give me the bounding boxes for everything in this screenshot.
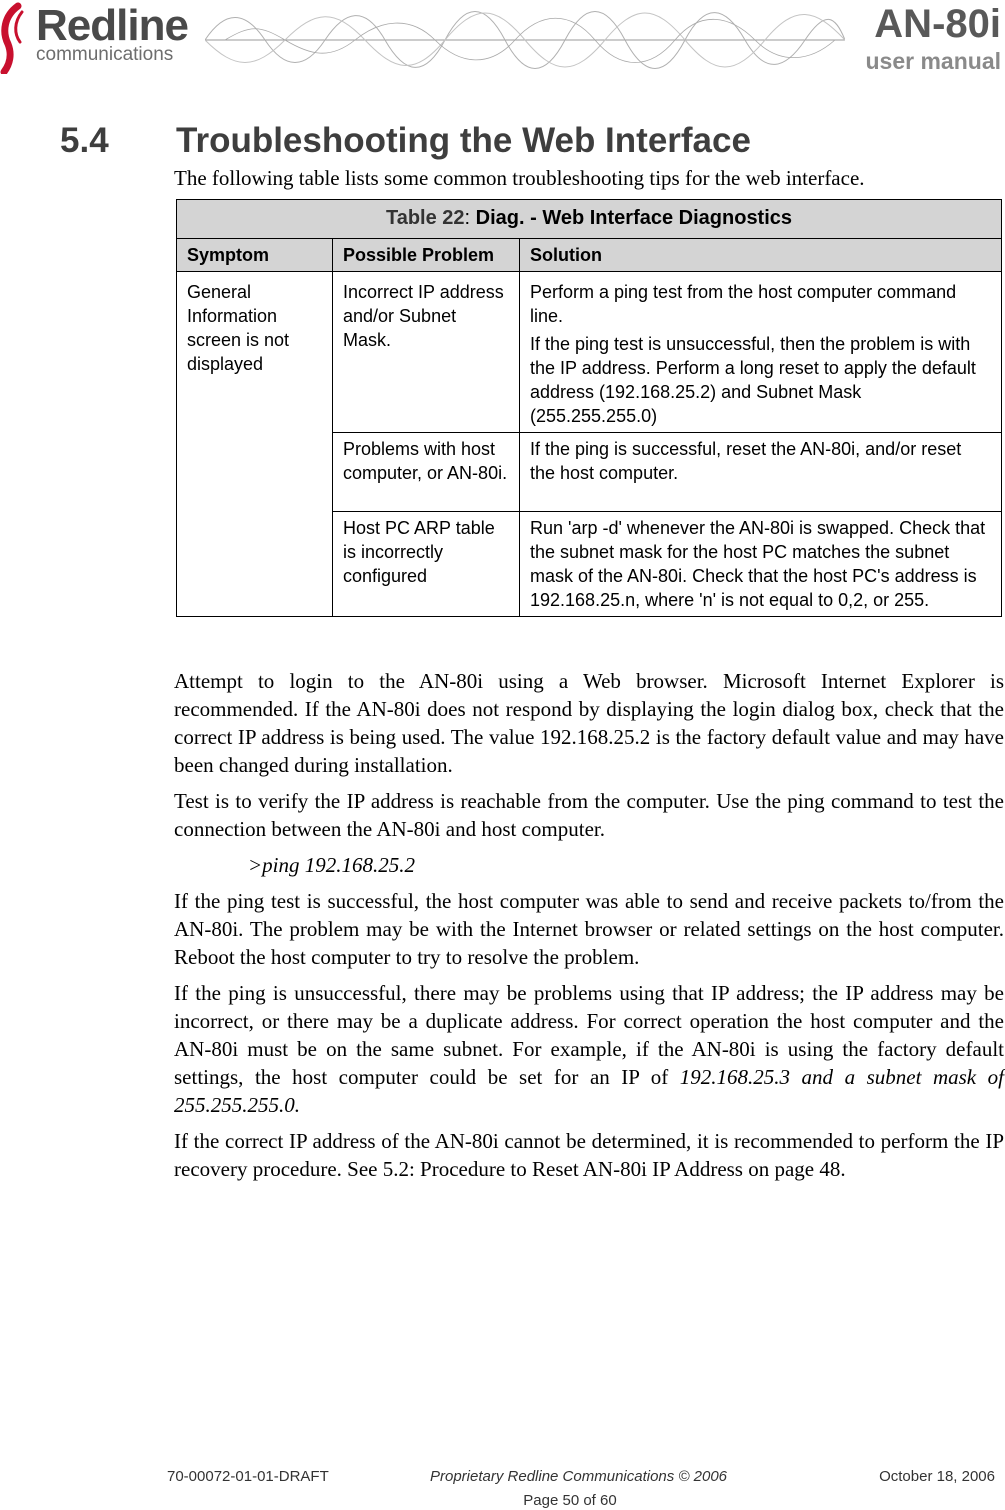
table-caption-title: Diag. - Web Interface Diagnostics [475,207,793,229]
problem-cell: Problems with host computer, or AN-80i. [333,433,520,512]
diagnostics-table [176,199,1002,617]
solution-text: Run 'arp -d' whenever the AN-80i is swapped. Check that the subnet mask for the host PC matches the subnet mask of the AN-80i. Check that the host PC's address is 192.168.25.n, where 'n' is not equal to 0,2, or 255. [530,518,986,610]
redline-logo-icon [0,2,34,74]
section-number: 5.4 [60,121,109,160]
table-caption-label: Table 22 [385,207,465,229]
paragraph: Attempt to login to the AN-80i using a Web browser. Microsoft Internet Explorer is recommended. If the AN-80i does not respond by displaying the login dialog box, check that the correct IP address is being used. The value 192.168.25.2 is the factory default value and may have been changed during installation. [174,669,1004,777]
column-header-symptom: Symptom [177,239,333,272]
problem-cell: Incorrect IP address and/or Subnet Mask. [333,272,520,433]
solution-text: If the ping is successful, reset the AN-80i, and/or reset the host computer. [530,439,962,483]
footer-proprietary: Proprietary Redline Communications © 2006 [430,1468,728,1485]
paragraph [174,979,1004,1119]
product-name: AN-80i [874,2,1001,46]
brand-subtitle: communications [36,44,174,65]
table-caption [177,200,1002,239]
column-header-problem: Possible Problem [333,239,520,272]
footer-doc-id: 70-00072-01-01-DRAFT [167,1468,329,1485]
solution-cell [520,512,1002,617]
paragraph-italic-text: 192.168.25.3 and a subnet mask of 255.255.255.0. [174,1065,1004,1117]
section-intro: The following table lists some common troubleshooting tips for the web interface. [174,166,865,190]
section-title: Troubleshooting the Web Interface [176,121,751,160]
table-row [177,272,1002,433]
signal-wave-graphic [205,0,845,80]
problem-cell: Host PC ARP table is incorrectly configured [333,512,520,617]
product-subtitle: user manual [865,48,1001,74]
solution-text: Perform a ping test from the host computer command line. [530,282,957,326]
paragraph: If the correct IP address of the AN-80i cannot be determined, it is recommended to perform the IP recovery procedure. See 5.2: Procedure to Reset AN-80i IP Address on page 48. [174,1129,1004,1181]
paragraph: Test is to verify the IP address is reachable from the computer. Use the ping command to test the connection between the AN-80i and host computer. [174,789,1004,841]
solution-cell [520,433,1002,512]
symptom-cell: General Information screen is not displayed [177,272,333,617]
body-text [174,667,1004,1191]
table-caption-separator: : [464,207,476,229]
command-line: >ping 192.168.25.2 [248,853,416,877]
footer-date: October 18, 2006 [879,1468,995,1485]
paragraph: If the ping test is successful, the host computer was able to send and receive packets to/from the AN-80i. The problem may be with the Internet browser or related settings on the host computer. Reboot the host computer to try to resolve the problem. [174,889,1004,969]
brand-name: Redline [36,1,188,50]
solution-text: If the ping test is unsuccessful, then the problem is with the IP address. Perform a long reset to apply the default address (192.168.25.2) and Subnet Mask (255.255.255.0) [530,334,976,426]
column-header-solution: Solution [520,239,1002,272]
paragraph-text: If the ping is unsuccessful, there may be problems using that IP address; the IP address may be incorrect, or there may be a duplicate address. For correct operation the host computer and the AN-80i must be on the same subnet. For example, if the AN-80i is using the factory default settings, the host computer could be set for an IP of [174,981,1004,1089]
solution-cell [520,272,1002,433]
footer-page-number: Page 50 of 60 [523,1492,617,1509]
